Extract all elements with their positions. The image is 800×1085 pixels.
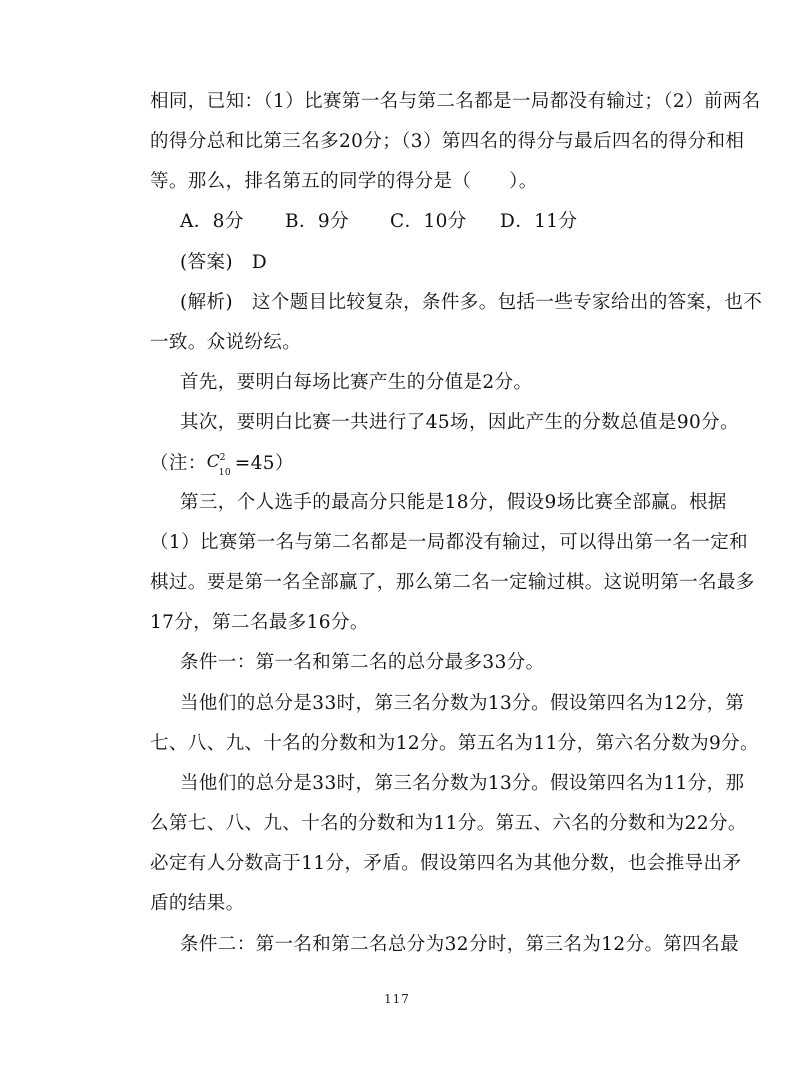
text-line: 棋过。要是第一名全部赢了，那么第二名一定输过棋。这说明第一名最多 xyxy=(150,572,755,593)
case-two-line: 盾的结果。 xyxy=(150,893,245,914)
page-number: 117 xyxy=(384,992,410,1006)
answer-options xyxy=(180,210,577,234)
first-point: 首先，要明白每场比赛产生的分值是2分。 xyxy=(180,372,533,393)
case-one-line: 当他们的总分是33时，第三名分数为13分。假设第四名为12分，第 xyxy=(180,693,745,714)
text-line: 17分，第二名最多16分。 xyxy=(150,612,369,633)
case-one-line: 七、八、九、十名的分数和为12分。第五名为11分，第六名分数为9分。 xyxy=(150,733,759,754)
answer-line: (答案) D xyxy=(180,252,268,273)
second-point: 其次，要明白比赛一共进行了45场，因此产生的分数总值是90分。 xyxy=(180,412,739,433)
third-point: 第三，个人选手的最高分只能是18分，假设9场比赛全部赢。根据 xyxy=(180,492,727,513)
case-two-line: 么第七、八、九、十名的分数和为11分。第五、六名的分数和为22分。 xyxy=(150,813,747,834)
text-line: 相同，已知：（1）比赛第一名与第二名都是一局都没有输过；（2）前两名 xyxy=(150,91,761,112)
analysis-line: (解析) 这个题目比较复杂，条件多。包括一些专家给出的答案，也不 xyxy=(180,292,763,313)
condition-one: 条件一：第一名和第二名的总分最多33分。 xyxy=(180,652,545,673)
case-two-line: 当他们的总分是33时，第三名分数为13分。假设第四名为11分，那 xyxy=(180,773,745,794)
option-d: D．11分 xyxy=(500,211,578,232)
analysis-line: 一致。众说纷纭。 xyxy=(150,332,302,353)
option-a: A．8分 xyxy=(180,211,244,232)
option-b: B．9分 xyxy=(285,211,349,232)
text-line: （1）比赛第一名与第二名都是一局都没有输过，可以得出第一名一定和 xyxy=(150,532,749,553)
combination-formula: C 2 10 xyxy=(206,452,231,478)
case-two-line: 必定有人分数高于11分，矛盾。假设第四名为其他分数，也会推导出矛 xyxy=(150,853,742,874)
text-line: 等。那么，排名第五的同学的得分是（ ）。 xyxy=(150,171,538,192)
note-line: （注： C 2 10 =45） xyxy=(150,452,294,478)
option-c: C．10分 xyxy=(390,211,467,232)
text-line: 的得分总和比第三名多20分；（3）第四名的得分与最后四名的得分和相 xyxy=(150,131,745,152)
condition-two: 条件二：第一名和第二名总分为32分时，第三名为12分。第四名最 xyxy=(180,934,739,955)
